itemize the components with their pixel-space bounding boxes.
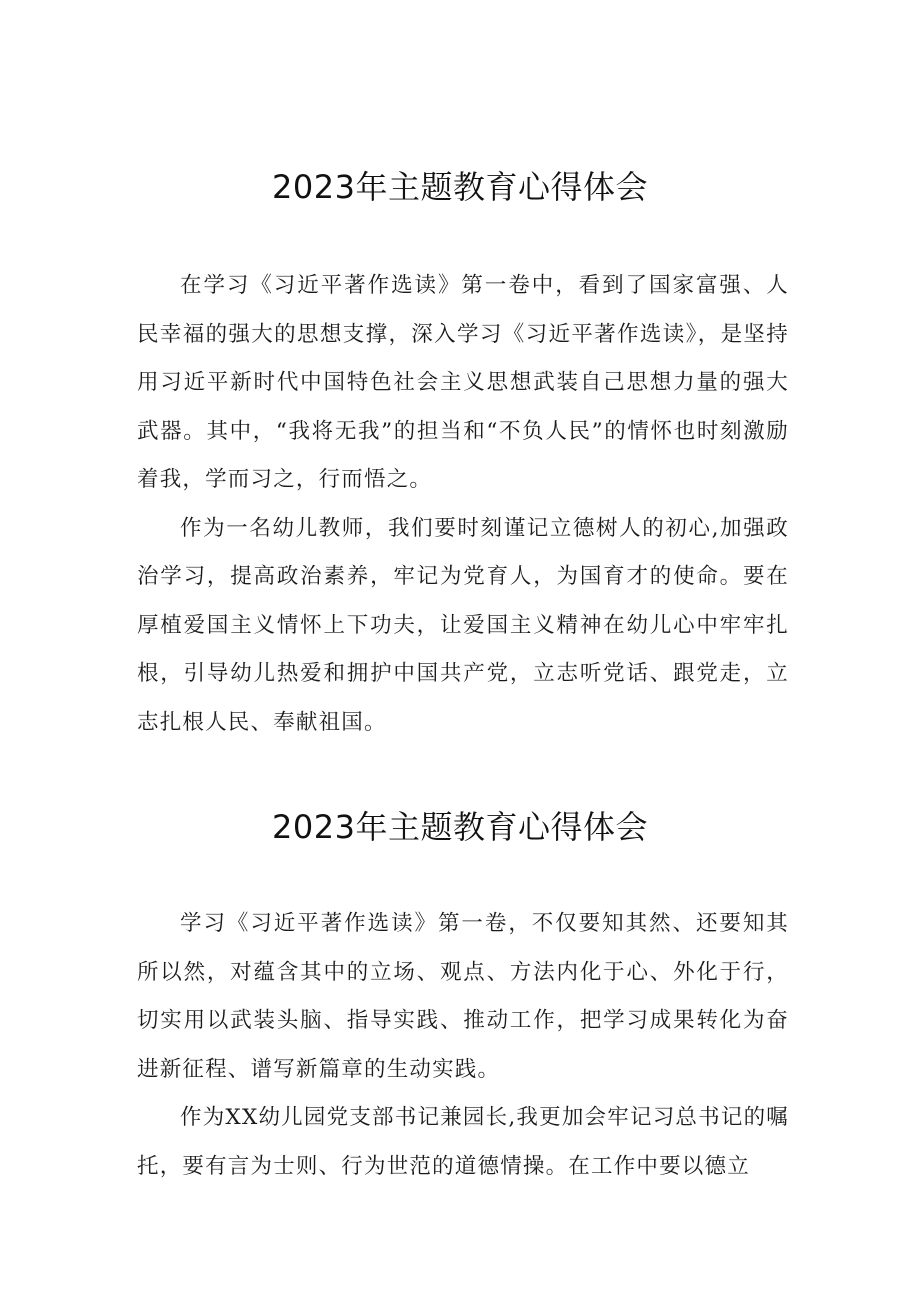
body-paragraph: 学习《习近平著作选读》第一卷，不仅要知其然、还要知其所以然，对蕴含其中的立场、观点、方法内化于心、外化于行，切实用以武装头脑、指导实践、推动工作，把学习成果转化为奋进新征程、谱写新篇章的生动实践。 bbox=[137, 911, 789, 1082]
body-paragraph: 在学习《习近平著作选读》第一卷中，看到了国家富强、人民幸福的强大的思想支撑，深入学习《习近平著作选读》，是坚持用习近平新时代中国特色社会主义思想武装自己思想力量的强大武器。其中，“我将无我”的担当和“不负人民”的情怀也时刻激励着我，学而习之，行而悟之。 bbox=[137, 273, 789, 492]
essay-section bbox=[137, 262, 789, 747]
document-title: 2023年主题教育心得体会 bbox=[272, 808, 648, 846]
body-paragraph: 作为XX幼儿园党支部书记兼园长,我更加会牢记习总书记的嘱托，要有言为士则、行为世范的道德情操。在工作中要以德立 bbox=[137, 1105, 789, 1179]
body-paragraph: 作为一名幼儿教师，我们要时刻谨记立德树人的初心,加强政治学习，提高政治素养，牢记为党育人，为国育才的使命。要在厚植爱国主义情怀上下功夫，让爱国主义精神在幼儿心中牢牢扎根，引导幼儿热爱和拥护中国共产党，立志听党话、跟党走，立志扎根人民、奉献祖国。 bbox=[137, 515, 789, 735]
document-title: 2023年主题教育心得体会 bbox=[272, 168, 648, 206]
essay-section bbox=[137, 900, 789, 1191]
